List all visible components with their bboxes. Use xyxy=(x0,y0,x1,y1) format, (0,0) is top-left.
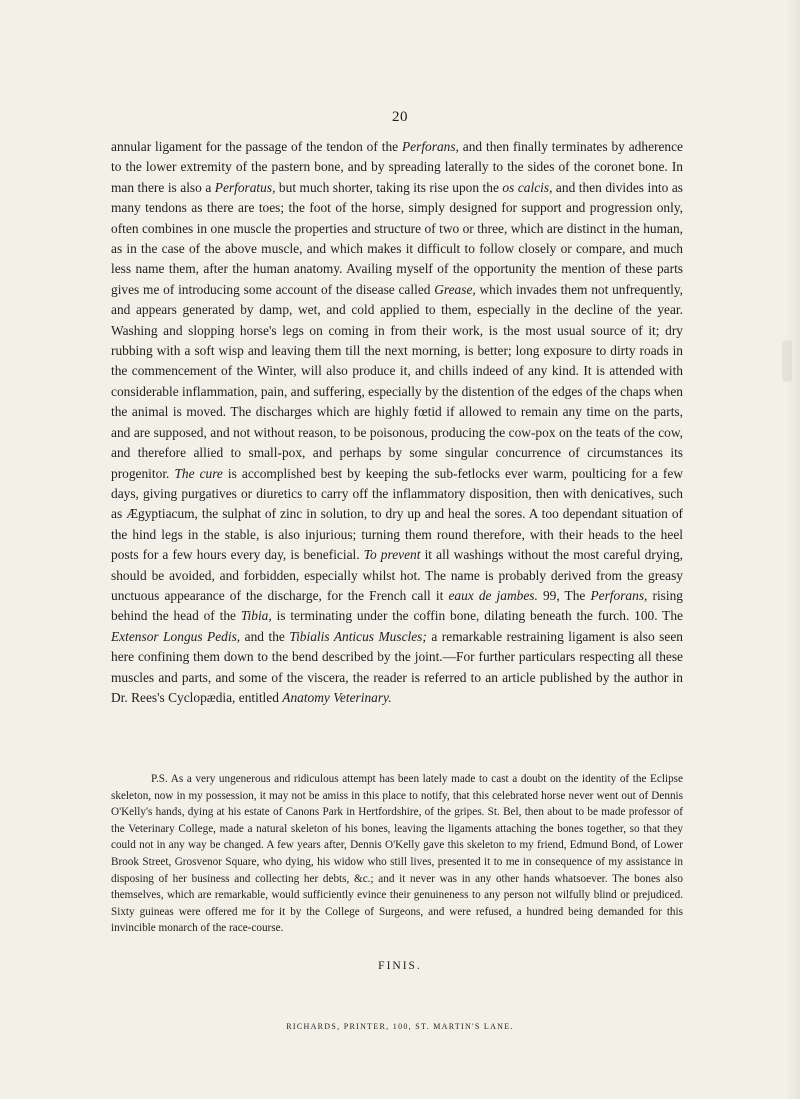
italic-term: os calcis, xyxy=(502,179,553,195)
italic-term: Perforans, xyxy=(401,139,459,154)
text-run: it all washings without the most careful drying, should be avoided, and forbidden, especially whilst hot. The name is probably derived from the greasy unctuous appearance of the discharge, for the French call it xyxy=(111,547,683,603)
text-run: and then finally terminates by adherence to the lower extremity of the pastern bone, and by spreading laterally to the sides of the coronet bone. In man there is also a xyxy=(111,139,684,195)
italic-term: Perforans, xyxy=(590,587,648,603)
italic-term: Grease, xyxy=(434,281,476,297)
italic-term: Tibialis Anticus Muscles; xyxy=(289,628,427,644)
text-run: 99, The xyxy=(537,587,591,603)
italic-term: Extensor Longus Pedis, xyxy=(111,628,241,644)
italic-term: Perforatus, xyxy=(214,179,276,195)
text-run: a remarkable restraining ligament is also seen here confining them down to the bend described by the joint.—For further particulars respecting all these muscles and parts, and some of the viscera, the reader is referred to an article published by the author in Dr. Rees's Cyclopædia, entitled xyxy=(111,628,683,705)
printer-imprint: RICHARDS, PRINTER, 100, ST. MARTIN'S LANE. xyxy=(286,1022,514,1031)
italic-term: Tibia, xyxy=(240,608,272,624)
page-edge-shadow xyxy=(786,0,800,1099)
italic-term: To prevent xyxy=(363,547,421,563)
postscript-paragraph: P.S. As a very ungenerous and ridiculous attempt has been lately made to cast a doubt on the identity of the Eclipse skeleton, now in my possession, it may not be amiss in this place to notify, that this celebrated horse never went out of Dennis O'Kelly's hands, dying at his estate of Canons Park in Hertfordshire, of the gripes. St. Bel, then about to be made professor of the Veterinary College, made a natural skeleton of his bones, leaving the ligaments attaching the bones together, so that they could not in any way be changed. A few years after, Dennis O'Kelly gave this skeleton to my friend, Edmund Bond, of Lower Brook Street, Grosvenor Square, who dying, his widow who still lives, presented it to me in consequence of my assistance in disposing of her business and collecting her debts, &c.; and it never was in any other hands whatsoever. The bones also themselves, which are remarkable, would sufficiently evince their genuineness to any person not wilfully blind or prejudiced. Sixty guineas were offered me for it by the College of Surgeons, and were refused, a hundred being demanded for this invincible monarch of the race-course. xyxy=(111,773,683,935)
italic-term: Anatomy Veterinary. xyxy=(282,689,392,705)
italic-term: The cure xyxy=(174,465,223,481)
text-run: is accomplished best by keeping the sub-fetlocks ever warm, poulticing for a few days, giving purgatives or diuretics to carry off the inflammatory disposition, then with denicatives, such as Ægyptiacum, the sulphat of zinc in solution, to dry up and heal the sores. A too dependant situation of the hind legs in the stable, is also injurious; turning them round therefore, with their heads to the heel posts for a few hours every day, is beneficial. xyxy=(111,465,683,563)
text-run: annular ligament for the passage of the tendon of the xyxy=(111,139,402,154)
text-run: which invades them not unfrequently, and appears generated by damp, wet, and cold applied to them, especially in the decline of the year. Washing and slopping horse's legs on coming in from their work, is the most usual source of it; dry rubbing with a soft wisp and leaving them till the next morning, is better; long exposure to dirty roads in the commencement of the Winter, will also produce it, and chills indeed of any kind. It is attended with considerable inflammation, pain, and suffering, especially by the distention of the edges of the chaps when the animal is moved. The discharges which are highly fœtid if allowed to remain any time on the parts, and are supposed, and not without reason, to be poisonous, producing the cow-pox on the teats of the cow, and therefore allied to small-pox, and perhaps by some singular concurrence of circumstances its progenitor. xyxy=(111,281,683,481)
page-number: 20 xyxy=(392,109,408,125)
italic-term: eaux de jambes. xyxy=(448,587,538,603)
text-run: rising behind the head of the xyxy=(111,587,683,624)
text-run: and the xyxy=(240,628,290,644)
text-run: and then divides into as many tendons as there are toes; the foot of the horse, simply designed for support and progression only, often combines in one muscle the properties and structure of two or three, which are distinct in the human, as in the case of the above muscle, and which makes it difficult to follow closely or compare, and much less name them, after the human anatomy. Availing myself of the opportunity the mention of these parts gives me of introducing some account of the disease called xyxy=(111,179,683,297)
finis-heading: FINIS. xyxy=(378,960,422,972)
text-run: but much shorter, taking its rise upon the xyxy=(275,179,503,195)
main-paragraph xyxy=(111,137,683,708)
text-run: is terminating under the coffin bone, dilating beneath the furch. 100. The xyxy=(271,608,683,624)
